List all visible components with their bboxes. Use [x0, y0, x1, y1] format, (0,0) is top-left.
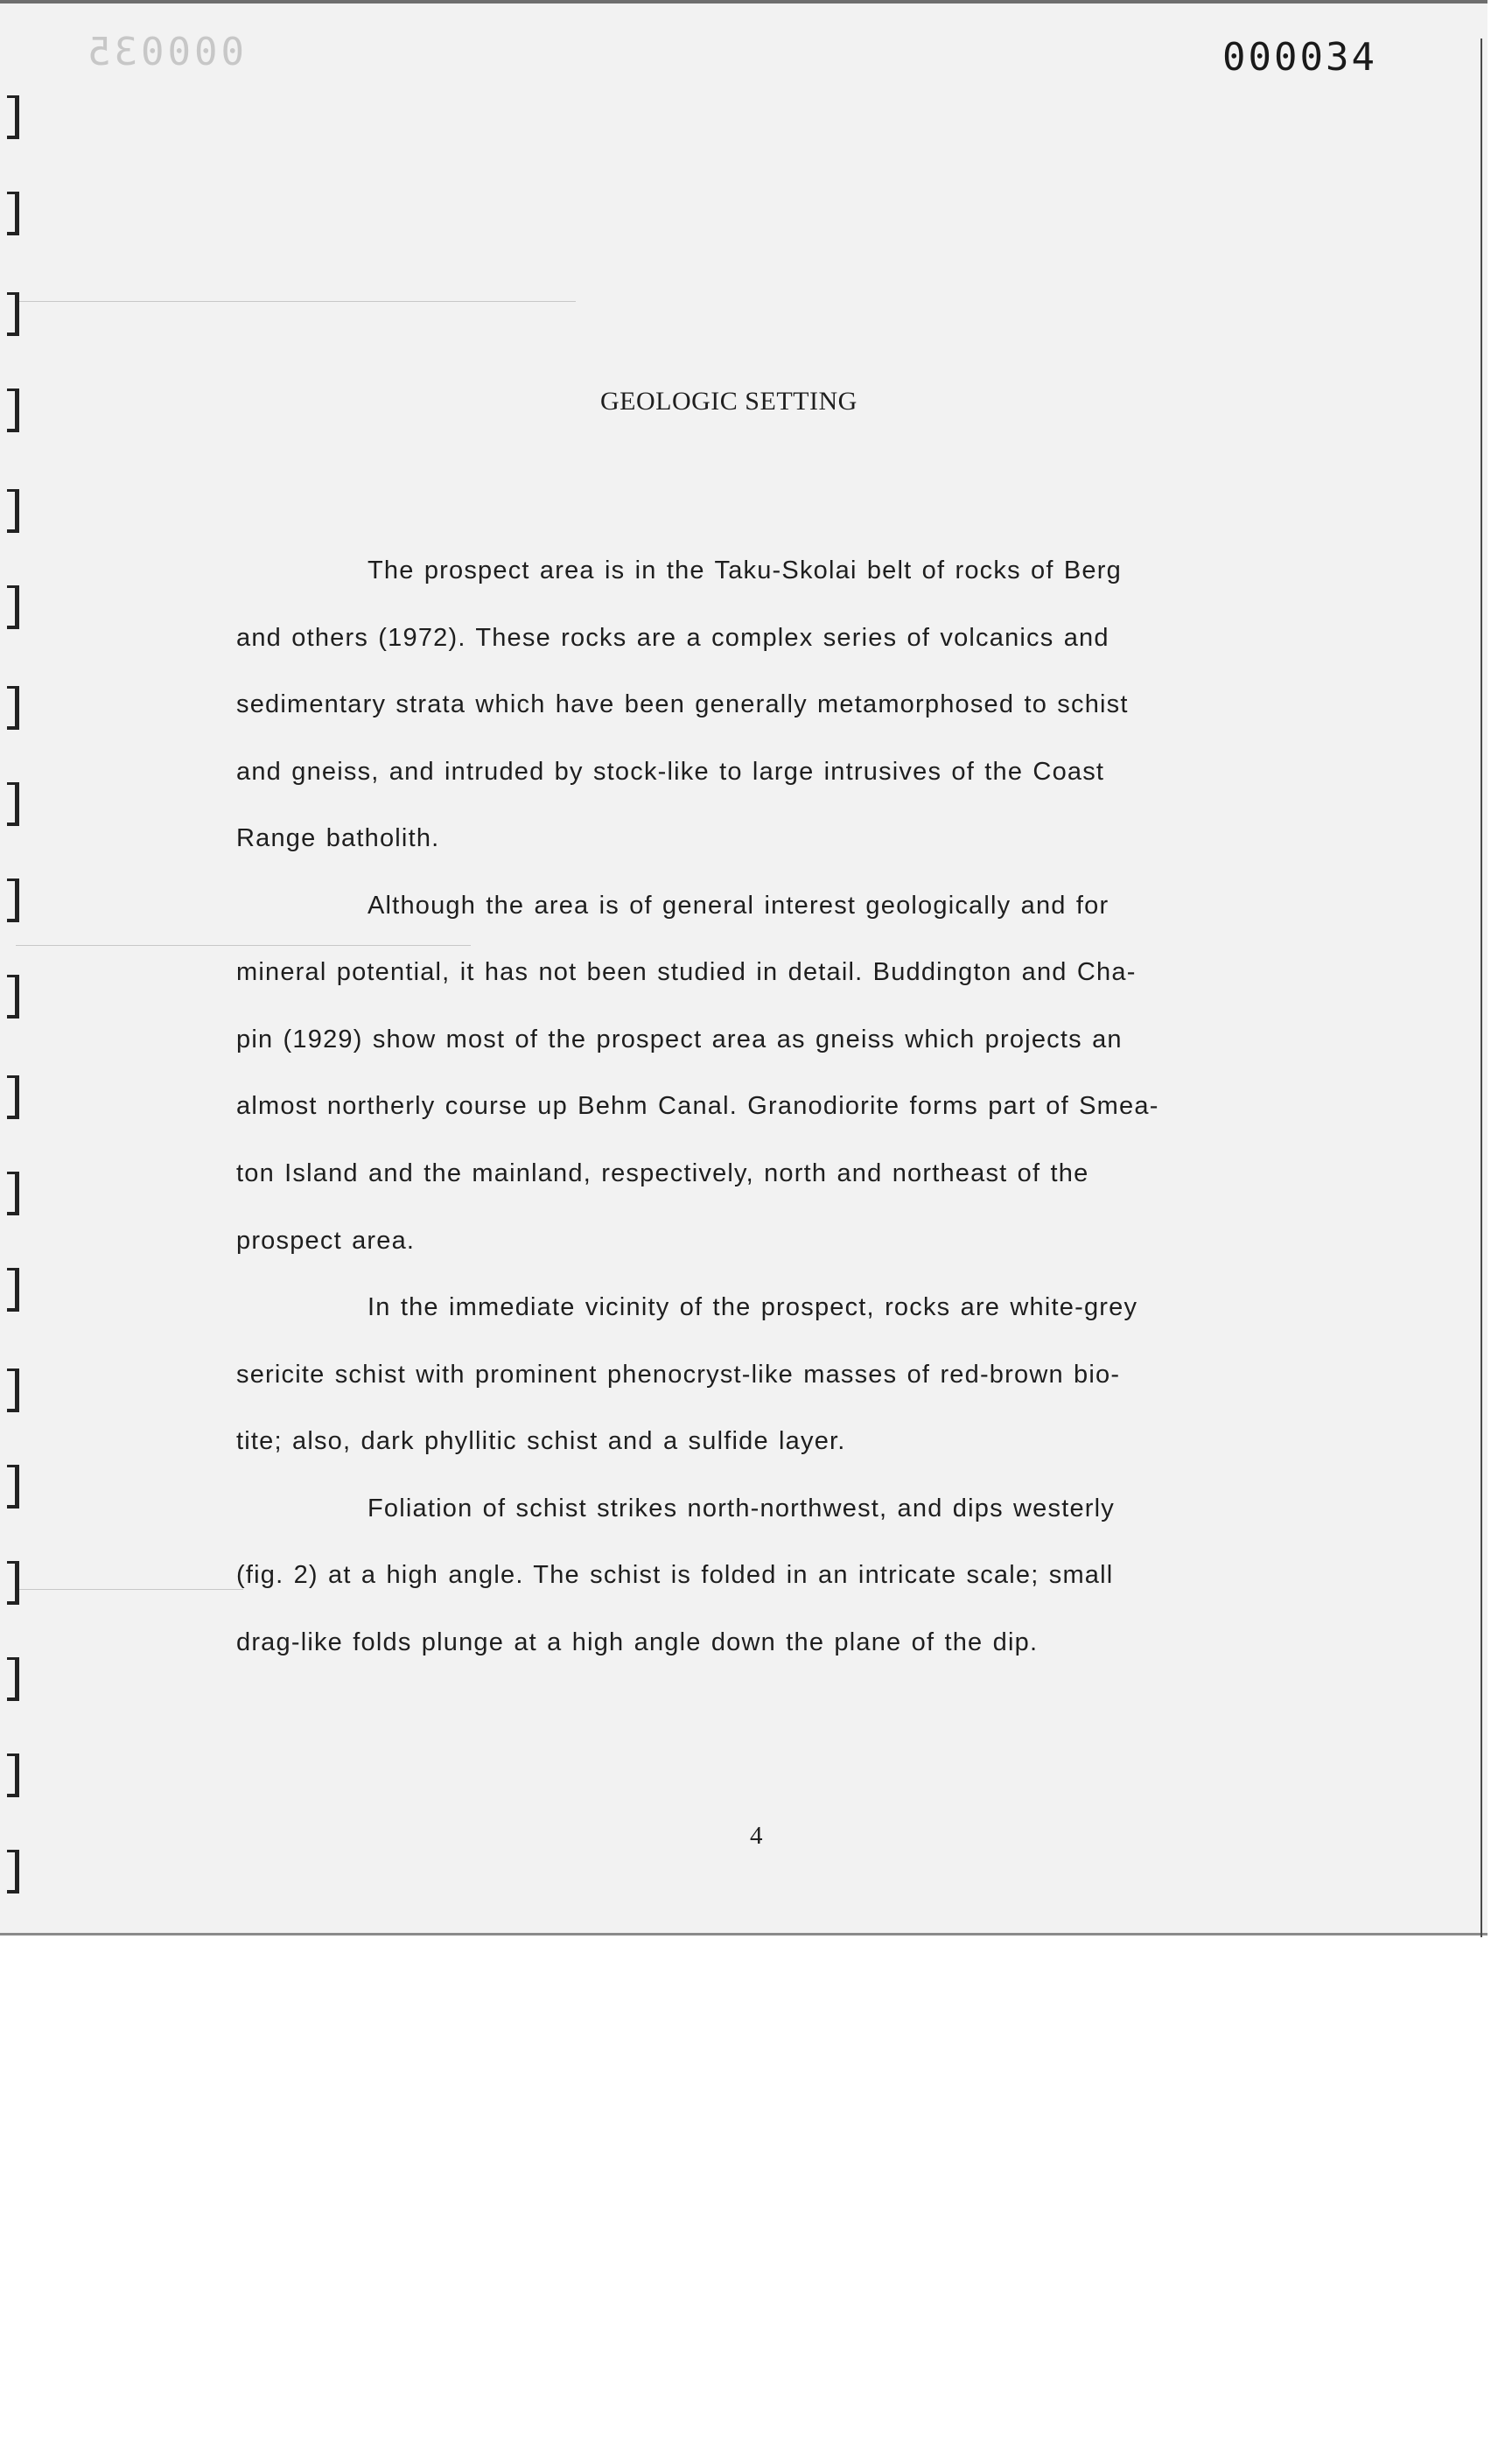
- body-text-line: ton Island and the mainland, respectively, north and northeast of the: [236, 1159, 1089, 1187]
- binder-mark: [7, 1368, 19, 1412]
- body-text-line: (fig. 2) at a high angle. The schist is folded in an intricate scale; small: [236, 1561, 1114, 1589]
- binder-mark: [7, 292, 19, 336]
- body-text-line: sedimentary strata which have been generally metamorphosed to schist: [236, 690, 1129, 718]
- binder-mark: [7, 1075, 19, 1119]
- body-text-line: and others (1972). These rocks are a complex series of volcanics and: [236, 624, 1110, 652]
- body-text-line: tite; also, dark phyllitic schist and a sulfide layer.: [236, 1427, 846, 1455]
- binder-mark: [7, 192, 19, 235]
- binder-mark: [7, 1754, 19, 1797]
- body-text-line: mineral potential, it has not been studied in detail. Buddington and Cha-: [236, 958, 1137, 986]
- binder-hole-strip: [4, 87, 33, 1915]
- body-text-line: prospect area.: [236, 1227, 416, 1255]
- body-text-line: The prospect area is in the Taku-Skolai belt of rocks of Berg: [368, 556, 1122, 584]
- body-text-line: sericite schist with prominent phenocryst-like masses of red-brown bio-: [236, 1361, 1121, 1389]
- binder-mark: [7, 1268, 19, 1312]
- page-edge-shadow: [1480, 38, 1482, 1937]
- body-text-line: almost northerly course up Behm Canal. Granodiorite forms part of Smea-: [236, 1092, 1159, 1120]
- section-heading: GEOLOGIC SETTING: [600, 387, 858, 416]
- binder-mark: [7, 489, 19, 533]
- binder-mark: [7, 878, 19, 922]
- body-text-line: drag-like folds plunge at a high angle down the plane of the dip.: [236, 1628, 1039, 1656]
- scan-artifact-line: [16, 301, 576, 302]
- binder-mark: [7, 1172, 19, 1215]
- body-text-line: Foliation of schist strikes north-northwest, and dips westerly: [368, 1494, 1115, 1522]
- binder-mark: [7, 1657, 19, 1701]
- binder-mark: [7, 782, 19, 826]
- binder-mark: [7, 1561, 19, 1605]
- body-text-line: and gneiss, and intruded by stock-like to large intrusives of the Coast: [236, 758, 1105, 786]
- body-text-line: Range batholith.: [236, 824, 440, 852]
- bleed-through-stamp: 000035: [84, 30, 244, 74]
- body-text-line: pin (1929) show most of the prospect area as gneiss which projects an: [236, 1026, 1123, 1054]
- binder-mark: [7, 1465, 19, 1508]
- body-text-line: Although the area is of general interest geologically and for: [368, 892, 1110, 920]
- binder-mark: [7, 686, 19, 730]
- scan-artifact-line: [16, 945, 471, 946]
- document-stamp-number: 000034: [1222, 35, 1377, 80]
- binder-mark: [7, 95, 19, 139]
- body-text-line: In the immediate vicinity of the prospect, rocks are white-grey: [368, 1293, 1138, 1321]
- scan-artifact-line: [16, 1589, 243, 1590]
- binder-mark: [7, 585, 19, 629]
- page-number: 4: [750, 1822, 763, 1850]
- binder-mark: [7, 388, 19, 432]
- binder-mark: [7, 1850, 19, 1894]
- binder-mark: [7, 975, 19, 1018]
